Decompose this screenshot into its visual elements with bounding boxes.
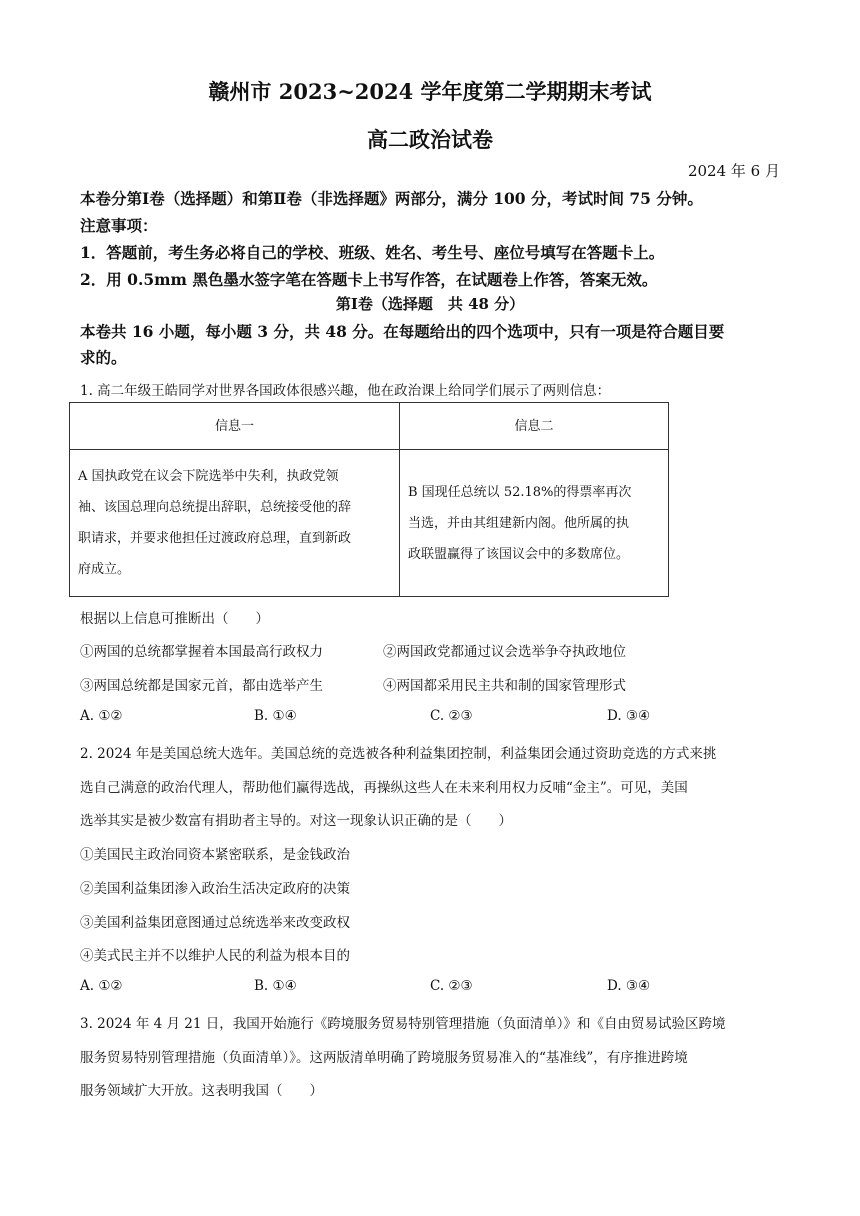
table-cell: [400, 450, 669, 597]
cell-line: 当选，并由其组建新内阁。他所属的执: [408, 515, 630, 531]
q2-statement: ③美国利益集团意图通过总统选举来改变政权: [80, 915, 350, 931]
q1-info-table: [69, 402, 669, 597]
q2-statement: ①美国民主政治同资本紧密联系，是金钱政治: [80, 847, 350, 863]
q1-option-c[interactable]: C. ②③: [430, 708, 473, 724]
q2-stem-line: 选举其实是被少数富有捐助者主导的。对这一现象认识正确的是（ ）: [80, 813, 512, 829]
cell-line: 职请求，并要求他担任过渡政府总理，直到新政: [78, 531, 352, 546]
q1-option-a[interactable]: A. ①②: [80, 708, 123, 724]
q2-option-b[interactable]: B. ①④: [254, 978, 297, 994]
section-title: 第Ⅰ卷（选择题 共 48 分）: [335, 295, 525, 313]
q2-option-c[interactable]: C. ②③: [430, 978, 473, 994]
q2-stem-line: 2. 2024 年是美国总统大选年。美国总统的竞选被各种利益集团控制，利益集团会通过资助竞选的方式来挑: [80, 746, 717, 762]
notice-item-1: 1．答题前，考生务必将自己的学校、班级、姓名、考生号、座位号填写在答题卡上。: [80, 243, 665, 262]
notice-title: 注意事项：: [80, 216, 158, 235]
table-row: [70, 450, 669, 597]
cell-line: B 国现任总统以 52.18%的得票率再次: [408, 484, 632, 500]
q2-option-a[interactable]: A. ①②: [80, 978, 123, 994]
cell-line: 袖、该国总理向总统提出辞职，总统接受他的辞: [78, 500, 352, 515]
section-desc-line-2: 求的。: [80, 348, 127, 367]
q3-stem-line: 服务贸易特别管理措施（负面清单）》。这两版清单明确了跨境服务贸易准入的“基准线”，有序推进跨境: [80, 1050, 688, 1066]
notice-item-2: 2．用 0.5mm 黑色墨水签字笔在答题卡上书写作答，在试题卷上作答，答案无效。: [80, 270, 658, 289]
exam-info-line: 本卷分第Ⅰ卷（选择题）和第Ⅱ卷（非选择题》两部分，满分 100 分，考试时间 75 分钟。: [80, 189, 703, 208]
table-cell: [70, 450, 400, 597]
q1-stem: 1. 高二年级王皓同学对世界各国政体很感兴趣，他在政治课上给同学们展示了两则信息：: [80, 383, 611, 399]
exam-date: 2024 年 6 月: [687, 162, 780, 180]
cell-line: A 国执政党在议会下院选举中失利，执政党领: [78, 469, 339, 484]
q3-stem-line: 3. 2024 年 4 月 21 日，我国开始施行《跨境服务贸易特别管理措施（负面清单）》和《自由贸易试验区跨境: [80, 1016, 726, 1032]
exam-title: 赣州市 2023~2024 学年度第二学期期末考试: [208, 79, 652, 104]
table-header-cell: 信息二: [400, 403, 669, 450]
exam-subtitle: 高二政治试卷: [367, 127, 493, 152]
q1-statement: ①两国的总统都掌握着本国最高行政权力: [80, 644, 323, 660]
q3-stem-line: 服务领域扩大开放。这表明我国（ ）: [80, 1083, 323, 1099]
q1-statement: ④两国都采用民主共和制的国家管理形式: [383, 678, 626, 694]
q1-option-b[interactable]: B. ①④: [254, 708, 297, 724]
q1-question: 根据以上信息可推断出（ ）: [80, 611, 269, 627]
cell-line: 府成立。: [78, 562, 131, 577]
q1-statement: ③两国总统都是国家元首，都由选举产生: [80, 678, 323, 694]
q2-option-d[interactable]: D. ③④: [607, 978, 651, 994]
q2-stem-line: 选自己满意的政治代理人，帮助他们赢得选战，再操纵这些人在未来利用权力反哺“金主”。可见，美国: [80, 780, 688, 796]
table-header-cell: 信息一: [70, 403, 400, 450]
q1-statement: ②两国政党都通过议会选举争夺执政地位: [383, 644, 626, 660]
q2-statement: ②美国利益集团渗入政治生活决定政府的决策: [80, 881, 350, 897]
q2-statement: ④美式民主并不以维护人民的利益为根本目的: [80, 948, 350, 964]
q1-option-d[interactable]: D. ③④: [607, 708, 651, 724]
cell-line: 政联盟赢得了该国议会中的多数席位。: [408, 546, 630, 562]
section-desc-line-1: 本卷共 16 小题，每小题 3 分，共 48 分。在每题给出的四个选项中，只有一项是符合题目要: [80, 322, 725, 341]
table-header-row: [70, 403, 669, 450]
